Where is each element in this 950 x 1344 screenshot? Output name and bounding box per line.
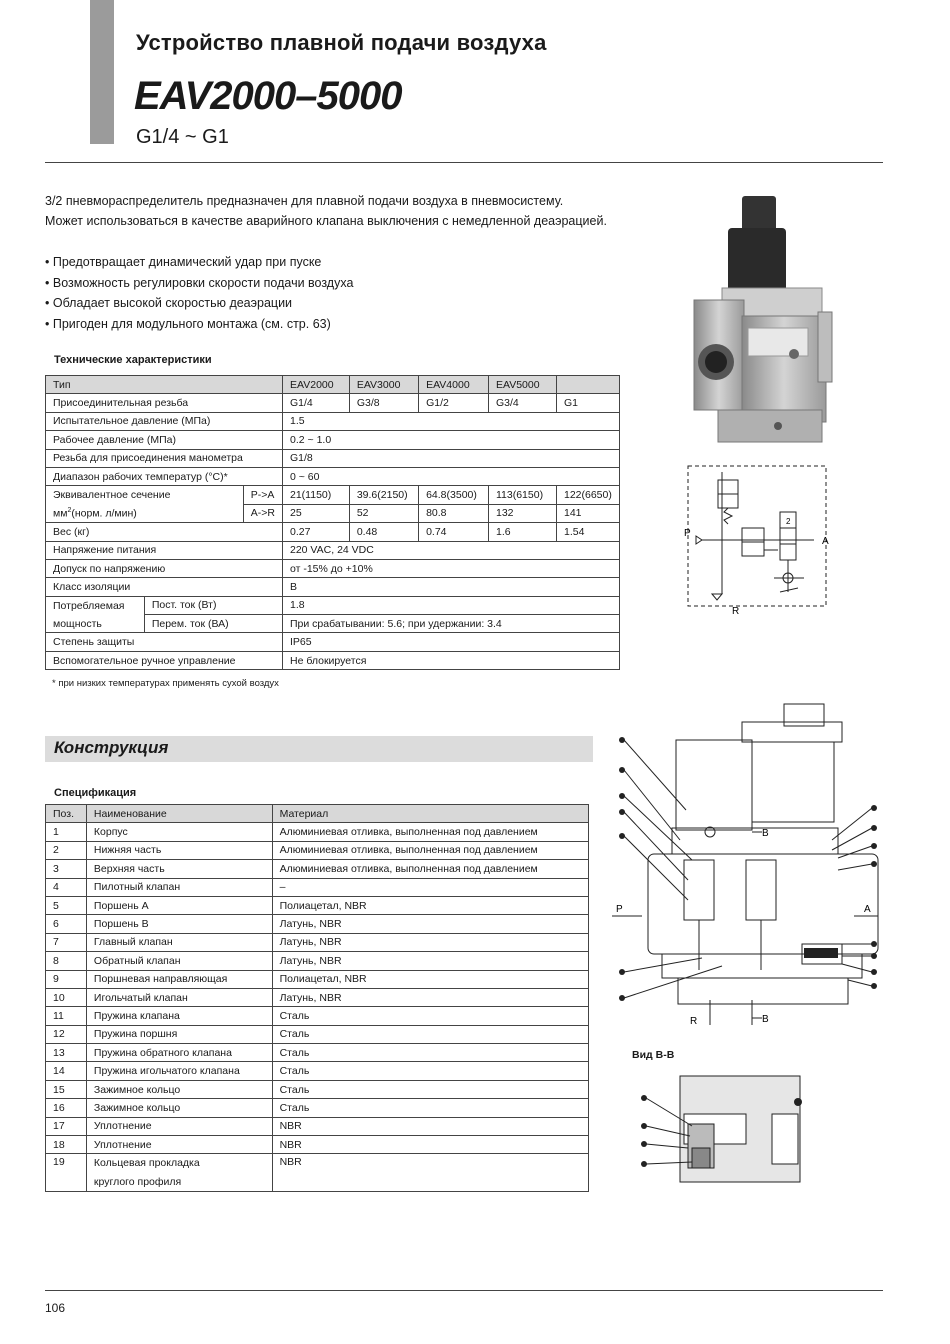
part-pos: 17	[46, 1117, 87, 1135]
table-row	[46, 1154, 589, 1192]
spec-value: 1.6	[488, 523, 556, 541]
spec-label: Резьба для присоединения манометра	[46, 449, 283, 467]
part-pos: 7	[46, 933, 87, 951]
table-row	[46, 578, 620, 596]
spec-sublabel: P->A	[243, 486, 282, 504]
spec-value: 64.8(3500)	[419, 486, 489, 504]
column-header: Поз.	[46, 805, 87, 823]
part-name: Поршневая направляющая	[86, 970, 272, 988]
table-row	[46, 633, 620, 651]
model-cell: EAV4000	[419, 376, 489, 394]
port-p-label: P	[684, 528, 691, 539]
part-material: Алюминиевая отливка, выполненная под давлением	[272, 823, 588, 841]
spec-sublabel: Перем. ток (ВА)	[144, 615, 282, 633]
part-pos: 8	[46, 952, 87, 970]
spec-value: 141	[556, 504, 619, 522]
intro-line: 3/2 пневмораспределитель предназначен для плавной подачи воздуха в пневмосистему.	[45, 194, 564, 208]
unit-text: (норм. л/мин)	[71, 507, 137, 520]
part-pos: 3	[46, 860, 87, 878]
table-row	[46, 1062, 589, 1080]
spec-label: Тип	[46, 376, 283, 394]
spec-value: 52	[349, 504, 418, 522]
part-name: Зажимное кольцо	[86, 1099, 272, 1117]
part-name: Пилотный клапан	[86, 878, 272, 896]
table-row	[46, 823, 589, 841]
part-pos: 9	[46, 970, 87, 988]
spec-value: 113(6150)	[488, 486, 556, 504]
table-row	[46, 651, 620, 669]
feature-item: • Возможность регулировки скорости подачи воздуха	[45, 273, 353, 294]
spec-value: 25	[283, 504, 350, 522]
part-pos: 4	[46, 878, 87, 896]
table-row	[46, 449, 620, 467]
spec-label	[46, 504, 244, 522]
spec-value: 0.2 ~ 1.0	[283, 431, 620, 449]
part-material: Сталь	[272, 1062, 588, 1080]
sectional-drawing	[602, 700, 892, 1040]
spec-label: Рабочее давление (МПа)	[46, 431, 283, 449]
spec-value: 1.8	[283, 596, 620, 614]
table-row	[46, 541, 620, 559]
spec-value: G3/4	[488, 394, 556, 412]
spec-label: Допуск по напряжению	[46, 559, 283, 577]
part-material: Латунь, NBR	[272, 915, 588, 933]
header-rule	[45, 162, 883, 163]
part-pos: 15	[46, 1080, 87, 1098]
construction-title: Конструкция	[54, 738, 169, 757]
part-name: Пружина обратного клапана	[86, 1044, 272, 1062]
unit-text: мм	[53, 507, 68, 520]
table-header-row	[46, 805, 589, 823]
part-pos: 19	[46, 1154, 87, 1192]
spec-value: G3/8	[349, 394, 418, 412]
part-pos: 14	[46, 1062, 87, 1080]
spec-value: Не блокируется	[283, 651, 620, 669]
port-range: G1/4 ~ G1	[136, 126, 229, 148]
table-row	[46, 615, 620, 633]
table-row	[46, 394, 620, 412]
spec-label: мощность	[46, 615, 145, 633]
part-pos: 12	[46, 1025, 87, 1043]
port-r-label: R	[732, 606, 740, 617]
port-a-label: A	[822, 536, 829, 547]
part-material: NBR	[272, 1154, 588, 1192]
spec-value: 0 ~ 60	[283, 467, 620, 485]
spec-label: Испытательное давление (МПа)	[46, 412, 283, 430]
part-name-line: Кольцевая прокладка	[93, 1157, 200, 1170]
spec-sublabel: Пост. ток (Вт)	[144, 596, 282, 614]
parts-table	[45, 804, 589, 1192]
feature-list	[45, 252, 353, 334]
part-name: Игольчатый клапан	[86, 988, 272, 1006]
table-row	[46, 1099, 589, 1117]
table-row	[46, 1025, 589, 1043]
part-material: Сталь	[272, 1025, 588, 1043]
table-row	[46, 841, 589, 859]
spec-value: G1/2	[419, 394, 489, 412]
table-row	[46, 431, 620, 449]
part-pos: 2	[46, 841, 87, 859]
part-material: Сталь	[272, 1099, 588, 1117]
part-pos: 10	[46, 988, 87, 1006]
table-row	[46, 1136, 589, 1154]
footer-rule	[45, 1290, 883, 1291]
spec-value: G1	[556, 394, 619, 412]
part-name: Пружина клапана	[86, 1007, 272, 1025]
table-row	[46, 596, 620, 614]
table-row	[46, 860, 589, 878]
part-name	[86, 1154, 272, 1192]
part-name: Пружина игольчатого клапана	[86, 1062, 272, 1080]
part-material: Сталь	[272, 1080, 588, 1098]
spec-label: Напряжение питания	[46, 541, 283, 559]
column-header: Материал	[272, 805, 588, 823]
spec-value: При срабатывании: 5.6; при удержании: 3.4	[283, 615, 620, 633]
specs-table	[45, 375, 620, 670]
part-name: Корпус	[86, 823, 272, 841]
page-title: Устройство плавной подачи воздуха	[136, 30, 547, 55]
footnote: * при низких температурах применять сухой воздух	[52, 678, 279, 689]
port-a-label: A	[864, 904, 871, 915]
table-row	[46, 952, 589, 970]
spec-label: Диапазон рабочих температур (°C)*	[46, 467, 283, 485]
column-header: Наименование	[86, 805, 272, 823]
part-name: Зажимное кольцо	[86, 1080, 272, 1098]
spec-value: 0.48	[349, 523, 418, 541]
spec-heading: Спецификация	[54, 787, 137, 799]
table-row	[46, 523, 620, 541]
part-name: Уплотнение	[86, 1136, 272, 1154]
spec-label: Степень защиты	[46, 633, 283, 651]
table-row	[46, 988, 589, 1006]
part-material: Полиацетал, NBR	[272, 896, 588, 914]
part-pos: 6	[46, 915, 87, 933]
intro-text	[45, 191, 625, 231]
part-name: Нижняя часть	[86, 841, 272, 859]
spec-label: Присоединительная резьба	[46, 394, 283, 412]
spec-value: 39.6(2150)	[349, 486, 418, 504]
spec-value: IP65	[283, 633, 620, 651]
part-pos: 18	[46, 1136, 87, 1154]
table-row	[46, 1117, 589, 1135]
marker-label: 2	[786, 517, 791, 526]
part-name: Верхняя часть	[86, 860, 272, 878]
spec-value: 132	[488, 504, 556, 522]
part-pos: 5	[46, 896, 87, 914]
port-r-label: R	[690, 1016, 698, 1027]
part-pos: 11	[46, 1007, 87, 1025]
section-b-label: B	[762, 1014, 769, 1025]
spec-value: 0.27	[283, 523, 350, 541]
part-material: Алюминиевая отливка, выполненная под давлением	[272, 841, 588, 859]
part-material: Латунь, NBR	[272, 952, 588, 970]
spec-value: G1/8	[283, 449, 620, 467]
port-p-label: P	[616, 904, 623, 915]
spec-value: 0.74	[419, 523, 489, 541]
table-row	[46, 1080, 589, 1098]
table-row	[46, 878, 589, 896]
table-row	[46, 970, 589, 988]
table-row	[46, 376, 620, 394]
part-name: Поршень В	[86, 915, 272, 933]
feature-item: • Предотвращает динамический удар при пуске	[45, 252, 353, 273]
part-material: –	[272, 878, 588, 896]
table-row	[46, 504, 620, 522]
part-material: Сталь	[272, 1007, 588, 1025]
header-accent-bar	[90, 0, 114, 144]
part-material: NBR	[272, 1117, 588, 1135]
spec-value: 1.54	[556, 523, 619, 541]
specs-heading: Технические характеристики	[54, 354, 212, 366]
part-material: Сталь	[272, 1044, 588, 1062]
spec-value: от -15% до +10%	[283, 559, 620, 577]
unit-superscript: 2	[67, 506, 72, 514]
table-row	[46, 896, 589, 914]
table-row	[46, 412, 620, 430]
spec-label: Вспомогательное ручное управление	[46, 651, 283, 669]
model-title: EAV2000–5000	[134, 74, 402, 118]
part-name: Поршень А	[86, 896, 272, 914]
part-material: Латунь, NBR	[272, 933, 588, 951]
feature-item: • Обладает высокой скоростью деаэрации	[45, 293, 353, 314]
part-material: Латунь, NBR	[272, 988, 588, 1006]
view-bb-drawing	[632, 1070, 822, 1198]
part-material: Полиацетал, NBR	[272, 970, 588, 988]
feature-item: • Пригоден для модульного монтажа (см. стр. 63)	[45, 314, 353, 335]
table-row	[46, 467, 620, 485]
table-row	[46, 933, 589, 951]
spec-label: Вес (кг)	[46, 523, 283, 541]
model-cell: EAV5000	[488, 376, 556, 394]
spec-label: Эквивалентное сечение	[46, 486, 244, 504]
part-name: Главный клапан	[86, 933, 272, 951]
view-bb-label: Вид В-В	[632, 1049, 675, 1061]
section-b-label: B	[762, 828, 769, 839]
model-cell: EAV3000	[349, 376, 418, 394]
spec-sublabel: A->R	[243, 504, 282, 522]
part-pos: 13	[46, 1044, 87, 1062]
part-name: Обратный клапан	[86, 952, 272, 970]
intro-line: Может использоваться в качестве аварийного клапана выключения с немедленной деаэрацией.	[45, 214, 607, 228]
table-row	[46, 1044, 589, 1062]
spec-value: 21(1150)	[283, 486, 350, 504]
part-pos: 1	[46, 823, 87, 841]
spec-label: Класс изоляции	[46, 578, 283, 596]
part-material: NBR	[272, 1136, 588, 1154]
part-name: Пружина поршня	[86, 1025, 272, 1043]
model-cell	[556, 376, 619, 394]
spec-value: 122(6650)	[556, 486, 619, 504]
part-name-line: круглого профиля	[93, 1175, 182, 1188]
part-name: Уплотнение	[86, 1117, 272, 1135]
spec-value: 1.5	[283, 412, 620, 430]
part-pos: 16	[46, 1099, 87, 1117]
spec-value: 220 VAC, 24 VDC	[283, 541, 620, 559]
model-cell: EAV2000	[283, 376, 350, 394]
pneumatic-symbol-diagram	[684, 462, 834, 620]
product-photo	[678, 188, 838, 450]
table-row	[46, 559, 620, 577]
table-row	[46, 915, 589, 933]
part-material: Алюминиевая отливка, выполненная под давлением	[272, 860, 588, 878]
table-row	[46, 486, 620, 504]
spec-label: Потребляемая	[46, 596, 145, 614]
table-row	[46, 1007, 589, 1025]
page-number: 106	[45, 1301, 66, 1315]
spec-value: G1/4	[283, 394, 350, 412]
spec-value: B	[283, 578, 620, 596]
spec-value: 80.8	[419, 504, 489, 522]
